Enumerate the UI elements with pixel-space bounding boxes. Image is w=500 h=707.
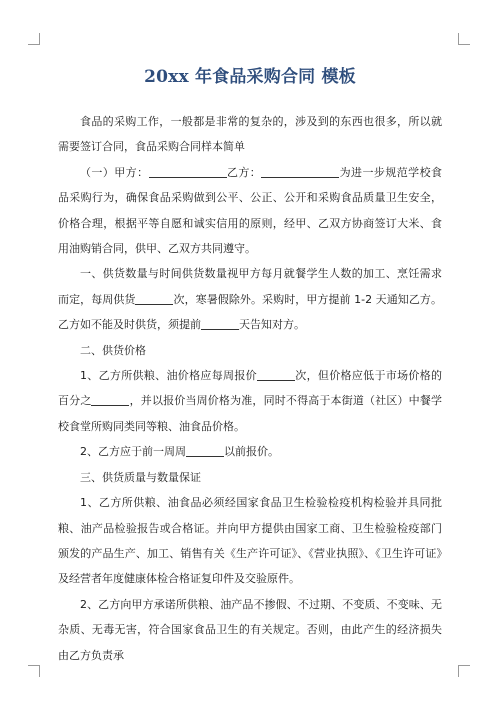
paragraph-parties: （一）甲方： 乙方： 为进一步规范学校食品采购行为，确保食品采购做到公平、公正、公开和采购食品质量卫生安全，价格合理，根据平等自愿和诚实信用的原则，经甲、乙双方协商签订大米、食用油购销合同，供甲、乙双方共同遵守。 bbox=[58, 165, 443, 256]
blank-weekday bbox=[186, 443, 224, 457]
crop-mark-top-right bbox=[458, 33, 470, 45]
paragraph-quote-deadline: 2、乙方应于前一周周 以前报价。 bbox=[80, 445, 279, 459]
document-body bbox=[58, 109, 442, 668]
crop-mark-bottom-left bbox=[28, 665, 40, 677]
title-text: 年食品采购合同 模板 bbox=[188, 67, 356, 87]
title-year: 20xx bbox=[144, 67, 189, 87]
blank-notice-days bbox=[201, 316, 239, 330]
document-title bbox=[0, 62, 500, 87]
blank-quote-times bbox=[257, 367, 295, 381]
crop-mark-top-left bbox=[28, 33, 40, 45]
heading-quality: 三、供货质量与数量保证 bbox=[80, 470, 201, 484]
heading-supply-price: 二、供货价格 bbox=[80, 343, 146, 357]
paragraph-quality-2: 2、乙方向甲方承诺所供粮、油产品不掺假、不过期、不变质、不变味、无杂质、无毒无害，符合国家食品卫生的有关规定。否则，由此产生的经济损失由乙方负责承 bbox=[58, 597, 442, 662]
paragraph-quality-1: 1、乙方所供粮、油食品必须经国家食品卫生检验检疫机构检验并具同批粮、油产品检验报告或合格证。并向甲方提供由国家工商、卫生检验检疫部门颁发的产品生产、加工、销售有关《生产许可证》、《营业执照》、《卫生许可证》及经营者年度健康体检合格证复印件及交验原件。 bbox=[58, 496, 442, 586]
blank-party-a bbox=[149, 164, 227, 178]
paragraph-supply-quantity: 一、供货数量与时间供货数量视甲方每月就餐学生人数的加工、烹饪需求而定，每周供货 次，寒暑假除外。采购时，甲方提前 1-2 天通知乙方。乙方如不能及时供货，须提前 天告知对方。 bbox=[58, 267, 442, 332]
blank-weekly-times bbox=[135, 291, 173, 305]
paragraph-price-quote: 1、乙方所供粮、油价格应每周报价 次，但价格应低于市场价格的百分之 ，并以报价当周价格为准，同时不得高于本街道（社区）中餐学校食堂所购同类同等粮、油食品价格。 bbox=[58, 369, 443, 433]
paragraph-intro: 食品的采购工作，一般都是非常的复杂的，涉及到的东西也很多，所以就需要签订合同，食品采购合同样本简单 bbox=[58, 115, 442, 154]
crop-mark-bottom-right bbox=[458, 665, 470, 677]
blank-percent bbox=[91, 392, 129, 406]
blank-party-b bbox=[261, 164, 339, 178]
